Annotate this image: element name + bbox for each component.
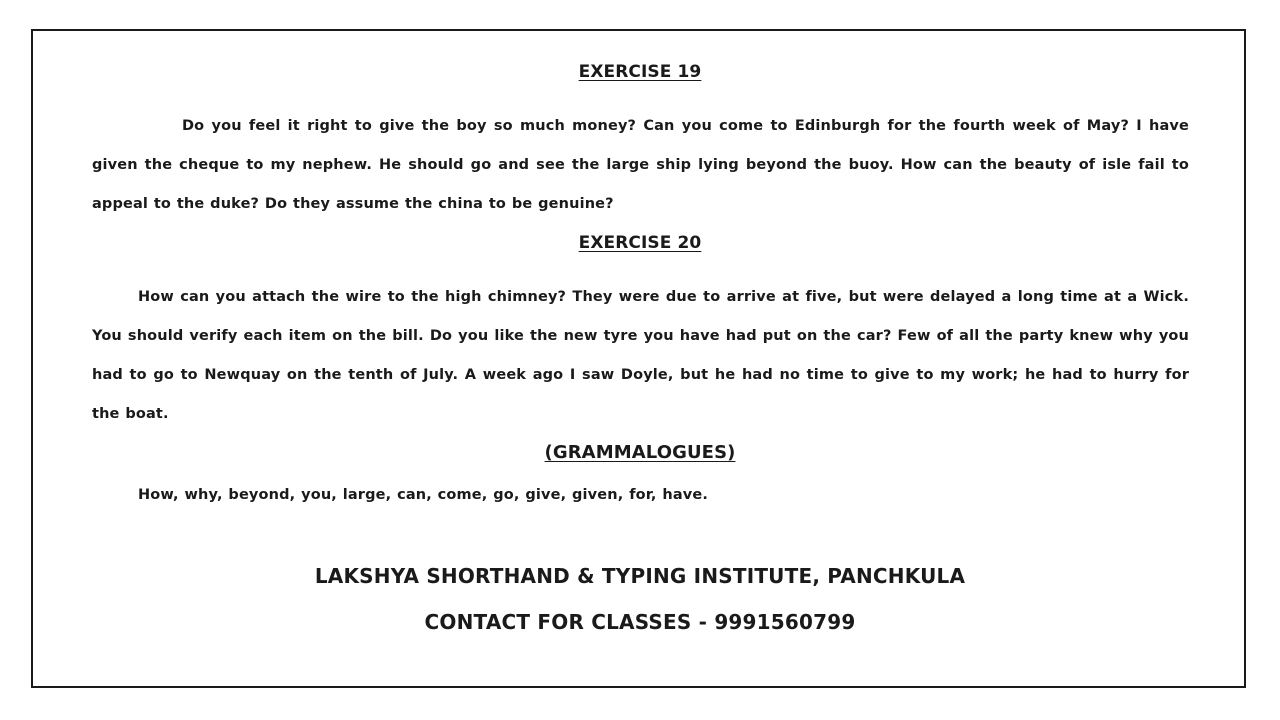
exercise-19-title: EXERCISE 19 (578, 62, 702, 82)
exercise-19-text: Do you feel it right to give the boy so much money? Can you come to Edinburgh for the fourth week of May? I have given the cheque to my nephew. He should go and see the large ship lying beyond the buoy. How can the beauty of isle fail to appeal to the duke? Do they assume the china to be genuine? (92, 118, 1189, 212)
institute-name: LAKSHYA SHORTHAND & TYPING INSTITUTE, PANCHKULA (314, 564, 966, 588)
grammalogues-title: (GRAMMALOGUES) (544, 442, 736, 463)
grammalogues-list: How, why, beyond, you, large, can, come, go, give, given, for, have. (138, 487, 709, 503)
contact-line: CONTACT FOR CLASSES - 9991560799 (424, 610, 856, 634)
exercise-20-title: EXERCISE 20 (578, 233, 702, 253)
exercise-20-text: How can you attach the wire to the high chimney? They were due to arrive at five, but were delayed a long time at a Wick. You should verify each item on the bill. Do you like the new tyre you have had put on the car? Few of all the party knew why you had to go to Newquay on the tenth of July. A week ago I saw Doyle, but he had no time to give to my work; he had to hurry for the boat. (92, 289, 1189, 422)
